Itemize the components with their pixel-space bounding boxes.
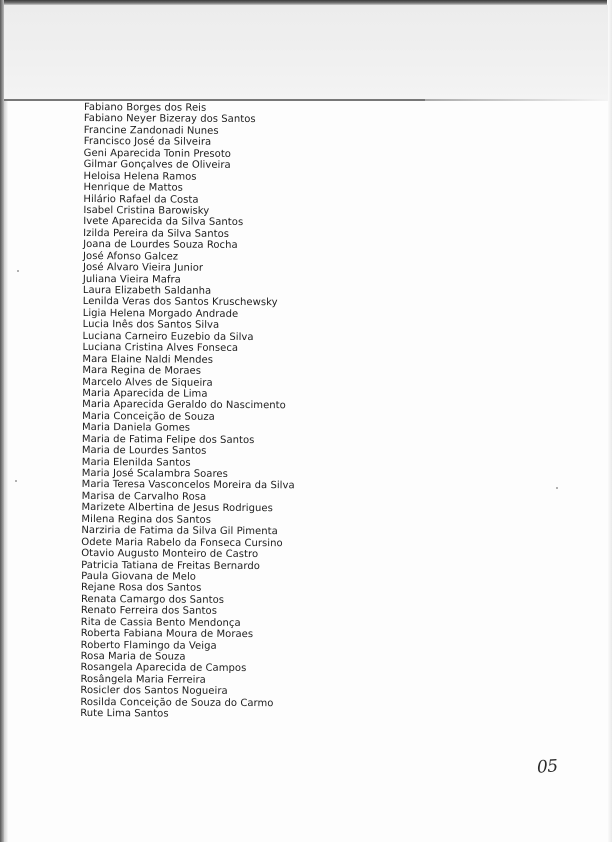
list-item: Luciana Cristina Alves Fonseca <box>82 342 239 355</box>
list-item: Juliana Vieira Mafra <box>82 273 181 286</box>
list-item: Marisa de Carvalho Rosa <box>81 490 207 503</box>
list-item: Rute Lima Santos <box>80 708 169 720</box>
list-item: Rosa Maria de Souza <box>80 650 186 663</box>
list-item: Isabel Cristina Barowisky <box>83 204 210 217</box>
scan-speck <box>15 480 17 482</box>
list-item: Rejane Rosa dos Santos <box>80 582 202 595</box>
list-item: Marcelo Alves de Siqueira <box>82 376 213 389</box>
list-item: Maria José Scalambra Soares <box>81 467 228 480</box>
list-item: Maria Aparecida Geraldo do Nascimento <box>82 399 286 412</box>
list-item: Fabiano Borges dos Reis <box>83 102 207 114</box>
list-item: Rita de Cassia Bento Mendonça <box>80 616 241 629</box>
page-number: 05 <box>536 756 559 778</box>
list-item: Rosangela Aparecida de Campos <box>80 662 247 675</box>
list-item: Mara Elaine Naldi Mendes <box>82 353 214 366</box>
list-item: Joana de Lourdes Souza Rocha <box>83 239 238 252</box>
scan-speck <box>17 270 19 272</box>
list-item: Rosicler dos Santos Nogueira <box>80 685 228 698</box>
list-item: Heloisa Helena Ramos <box>83 170 197 183</box>
list-item: Geni Aparecida Tonin Presoto <box>83 147 232 160</box>
list-item: Lucia Inês dos Santos Silva <box>82 319 220 332</box>
list-item: José Afonso Galcez <box>83 250 179 263</box>
list-item: Maria Aparecida de Lima <box>82 387 208 400</box>
copy-overlay-edge-fade <box>425 99 608 101</box>
list-item: Otavio Augusto Monteiro de Castro <box>81 548 259 561</box>
list-item: Izilda Pereira da Silva Santos <box>83 227 230 240</box>
list-item: Maria Elenilda Santos <box>81 456 191 469</box>
list-item: Paula Giovana de Melo <box>81 570 197 583</box>
copy-overlay-band <box>4 5 608 101</box>
list-item: Renato Ferreira dos Santos <box>80 605 218 618</box>
page-spine-shadow <box>4 101 8 842</box>
list-item: Luciana Carneiro Euzebio da Silva <box>82 330 254 343</box>
list-item: Rosângela Maria Ferreira <box>80 673 206 686</box>
list-item: José Alvaro Vieira Junior <box>82 262 204 274</box>
list-item: Maria Teresa Vasconcelos Moreira da Silva <box>81 479 295 492</box>
list-item: Hilário Rafael da Costa <box>83 193 199 206</box>
copy-overlay-edge <box>4 99 425 101</box>
list-item: Milena Regina dos Santos <box>81 513 212 526</box>
scan-right-edge <box>607 0 612 842</box>
list-item: Mara Regina de Moraes <box>82 365 202 377</box>
list-item: Maria de Lourdes Santos <box>81 445 207 457</box>
list-item: Roberta Fabiana Moura de Moraes <box>80 628 254 641</box>
list-item: Maria Daniela Gomes <box>81 422 191 434</box>
list-item: Patricia Tatiana de Freitas Bernardo <box>81 559 260 572</box>
list-item: Ligia Helena Morgado Andrade <box>82 307 239 320</box>
scan-speck <box>556 487 558 489</box>
list-item: Henrique de Mattos <box>83 182 183 194</box>
list-item: Rosilda Conceição de Souza do Carmo <box>80 696 274 709</box>
list-item: Francisco José da Silveira <box>83 136 212 149</box>
list-item: Lenilda Veras dos Santos Kruschewsky <box>82 296 278 309</box>
list-item: Laura Elizabeth Saldanha <box>82 284 212 297</box>
list-item: Maria Conceição de Souza <box>82 410 215 423</box>
list-item: Maria de Fatima Felipe dos Santos <box>81 433 255 446</box>
list-item: Marizete Albertina de Jesus Rodrigues <box>81 502 273 515</box>
list-item: Gilmar Gonçalves de Oliveira <box>83 159 231 172</box>
list-item: Odete Maria Rabelo da Fonseca Cursino <box>81 536 283 549</box>
list-item: Roberto Flamingo da Veiga <box>80 639 217 652</box>
list-item: Renata Camargo dos Santos <box>80 593 225 606</box>
name-list <box>80 102 297 721</box>
list-item: Narziria de Fatima da Silva Gil Pimenta <box>81 525 278 538</box>
list-item: Ivete Aparecida da Silva Santos <box>83 216 244 229</box>
list-item: Fabiano Neyer Bizeray dos Santos <box>83 113 256 126</box>
list-item: Francine Zandonadi Nunes <box>83 124 219 137</box>
